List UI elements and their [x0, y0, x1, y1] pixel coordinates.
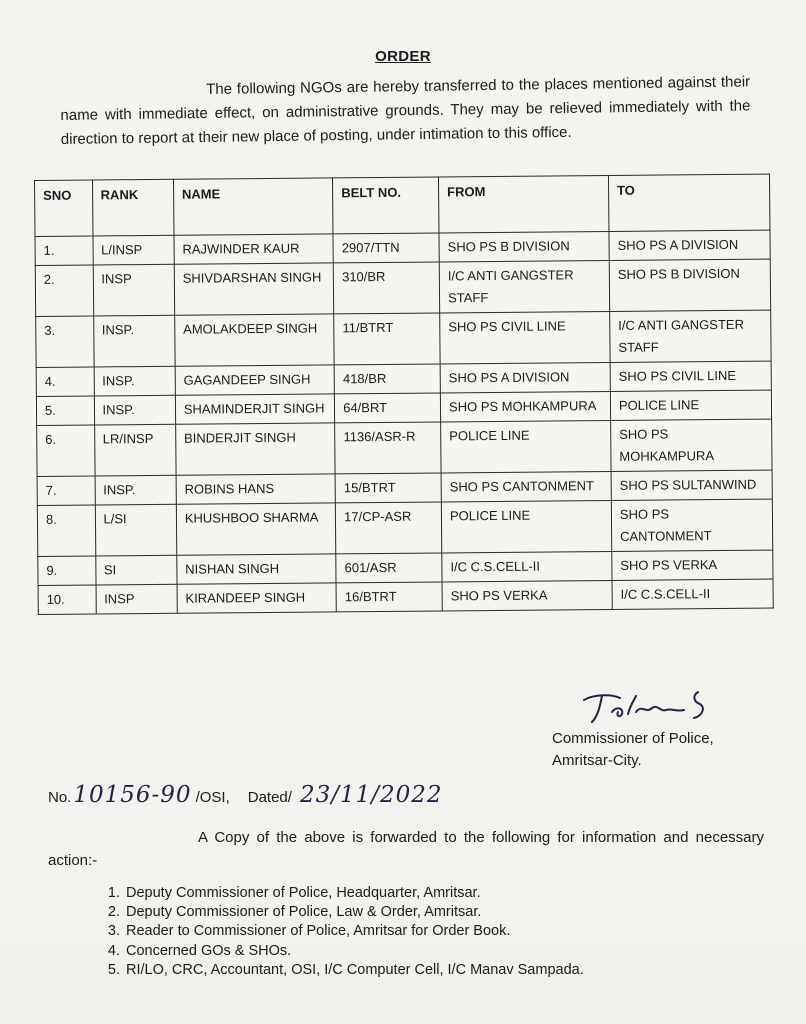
cell-belt-no: 1136/ASR-R [335, 422, 441, 474]
cell-from: SHO PS VERKA [442, 580, 612, 610]
cell-from: POLICE LINE [441, 500, 611, 552]
reference-office: /OSI, [195, 789, 230, 806]
header-to: TO [608, 174, 770, 231]
cell-rank: INSP. [94, 395, 176, 425]
reference-line [48, 782, 443, 808]
table-row [35, 259, 770, 316]
cell-rank: INSP. [94, 366, 176, 396]
cell-from: SHO PS CANTONMENT [441, 471, 611, 501]
cell-name: SHIVDARSHAN SINGH [174, 263, 334, 315]
cell-name: RAJWINDER KAUR [174, 234, 334, 264]
list-item: 1. Deputy Commissioner of Police, Headquarter, Amritsar. [124, 884, 804, 903]
cell-sno: 2. [35, 265, 93, 316]
cell-belt-no: 310/BR [333, 262, 439, 314]
cell-from: I/C C.S.CELL-II [442, 551, 612, 581]
signatory-designation: Commissioner of Police, [552, 730, 714, 747]
table-row [37, 419, 772, 476]
table-row [38, 579, 773, 614]
cell-from: SHO PS A DIVISION [440, 362, 610, 392]
cell-name: GAGANDEEP SINGH [175, 365, 335, 395]
cell-belt-no: 64/BRT [335, 393, 441, 423]
cell-from: I/C ANTI GANGSTER STAFF [439, 260, 609, 312]
list-item: 3. Reader to Commissioner of Police, Amritsar for Order Book. [124, 922, 804, 941]
reference-no-label: No. [48, 789, 72, 806]
date-value: 23/11/2022 [299, 782, 443, 808]
list-item: 4. Concerned GOs & SHOs. [124, 942, 804, 961]
cell-from: SHO PS MOHKAMPURA [440, 391, 610, 421]
handwritten-signature [572, 686, 732, 728]
cell-sno: 6. [37, 425, 95, 476]
cell-belt-no: 15/BTRT [335, 473, 441, 503]
cell-from: SHO PS CIVIL LINE [440, 311, 610, 363]
cell-to: I/C ANTI GANGSTER STAFF [610, 310, 771, 362]
dated-label: Dated/ [247, 789, 292, 806]
order-title: ORDER [375, 48, 431, 65]
cell-sno: 10. [38, 585, 96, 615]
cell-to: SHO PS CIVIL LINE [610, 361, 771, 391]
table-row [37, 499, 772, 556]
copy-forward-paragraph: A Copy of the above is forwarded to the following for information and necessary action:- [48, 829, 764, 869]
list-item: 5. RI/LO, CRC, Accountant, OSI, I/C Computer Cell, I/C Manav Sampada. [124, 961, 804, 980]
cell-rank: LR/INSP [94, 424, 176, 476]
cell-from: SHO PS B DIVISION [439, 231, 609, 261]
cell-belt-no: 601/ASR [336, 553, 442, 583]
transfer-table [34, 174, 774, 615]
header-sno: SNO [35, 180, 93, 236]
cell-name: NISHAN SINGH [177, 554, 337, 584]
cell-rank: INSP [93, 264, 175, 316]
cell-to: I/C C.S.CELL-II [612, 579, 773, 609]
cell-rank: L/INSP [92, 235, 174, 265]
header-from: FROM [439, 175, 609, 232]
cell-sno: 4. [36, 367, 94, 397]
cell-to: SHO PS A DIVISION [609, 230, 770, 260]
cell-rank: INSP [96, 584, 178, 614]
cell-rank: INSP. [93, 315, 175, 367]
signatory-location: Amritsar-City. [552, 752, 642, 769]
cell-belt-no: 16/BTRT [336, 582, 442, 612]
cell-belt-no: 418/BR [334, 364, 440, 394]
cell-name: ROBINS HANS [176, 474, 336, 504]
table-header-row [35, 174, 770, 236]
cell-rank: INSP. [95, 475, 177, 505]
cell-from: POLICE LINE [441, 420, 611, 472]
cell-belt-no: 2907/TTN [333, 233, 439, 263]
cell-name: SHAMINDERJIT SINGH [175, 394, 335, 424]
signature-block [552, 686, 732, 772]
cell-name: BINDERJIT SINGH [175, 423, 335, 475]
cell-rank: L/SI [95, 504, 177, 556]
cell-sno: 1. [35, 236, 93, 266]
reference-number: 10156-90 [73, 782, 192, 808]
cell-to: SHO PS VERKA [612, 550, 773, 580]
cell-name: AMOLAKDEEP SINGH [175, 314, 335, 366]
cell-to: SHO PS SULTANWIND [611, 470, 772, 500]
cell-name: KHUSHBOO SHARMA [176, 503, 336, 555]
cell-belt-no: 11/BTRT [334, 313, 440, 365]
table-row [36, 310, 771, 367]
order-intro-paragraph: The following NGOs are hereby transferred to the places mentioned against their name with immediate effect, on administrative grounds. They may be relieved immediately with the direction to report at their new place of posting, under intimation to this office. [60, 73, 751, 148]
cell-to: SHO PS MOHKAMPURA [611, 419, 772, 471]
cell-sno: 8. [37, 505, 95, 556]
cell-sno: 5. [36, 396, 94, 426]
recipient-list [96, 884, 804, 980]
cell-to: POLICE LINE [610, 390, 771, 420]
header-belt-no: BELT NO. [333, 177, 439, 234]
cell-sno: 3. [36, 316, 94, 367]
header-name: NAME [173, 178, 333, 235]
header-rank: RANK [92, 179, 174, 236]
cell-belt-no: 17/CP-ASR [336, 502, 442, 554]
cell-to: SHO PS B DIVISION [609, 259, 770, 311]
list-item: 2. Deputy Commissioner of Police, Law & Order, Amritsar. [124, 903, 804, 922]
cell-sno: 7. [37, 476, 95, 506]
cell-sno: 9. [38, 556, 96, 586]
cell-rank: SI [95, 555, 177, 585]
cell-to: SHO PS CANTONMENT [611, 499, 772, 551]
cell-name: KIRANDEEP SINGH [177, 583, 337, 613]
